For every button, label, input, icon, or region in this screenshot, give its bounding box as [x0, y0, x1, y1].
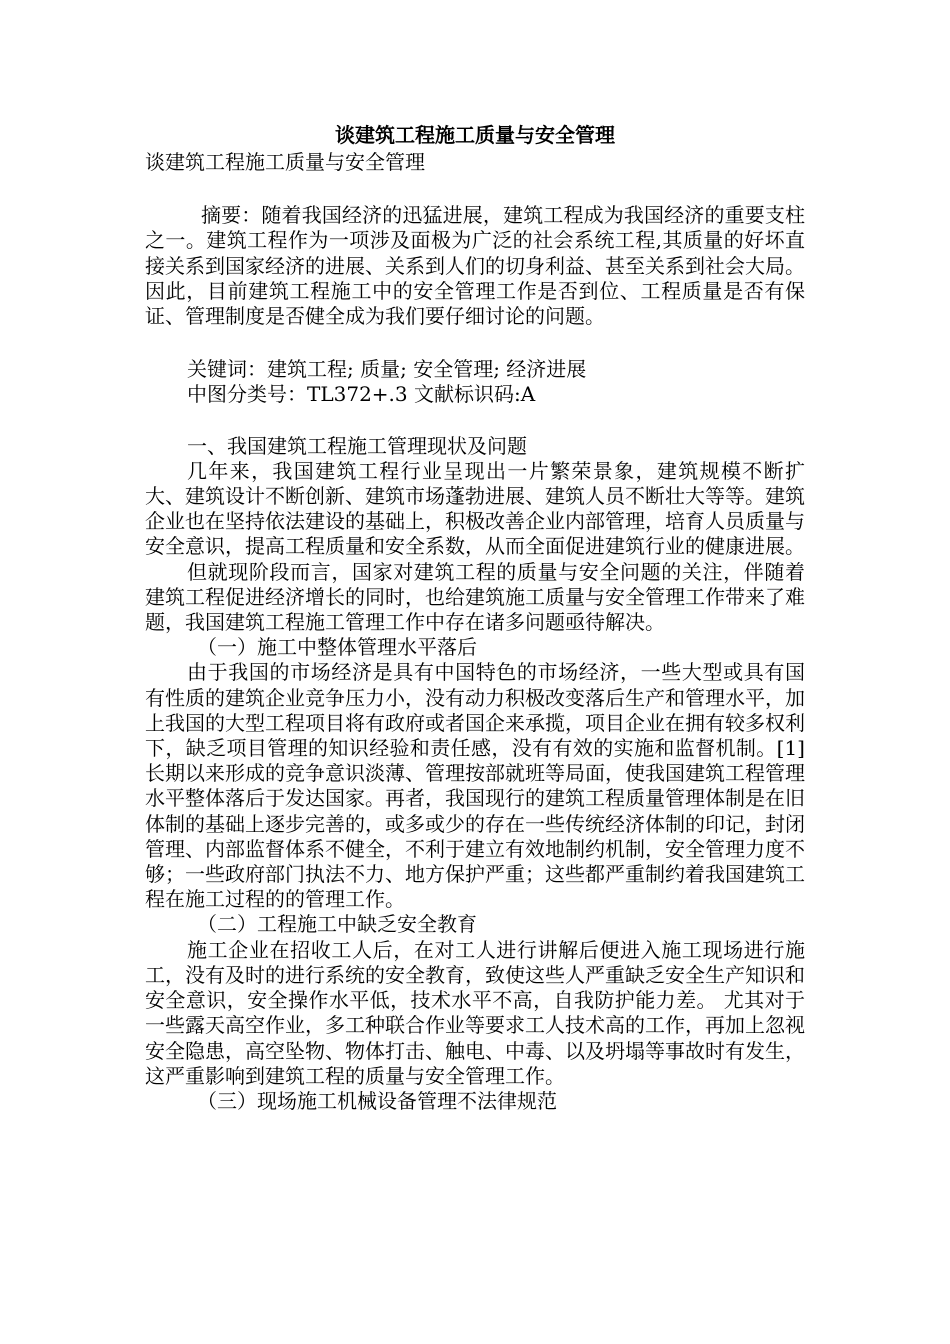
spacer	[145, 408, 805, 434]
document-subtitle: 谈建筑工程施工质量与安全管理	[145, 150, 425, 174]
classification-line: 中图分类号：TL372+.3 文献标识码:A	[187, 382, 536, 407]
spacer	[145, 175, 805, 203]
document-title: 谈建筑工程施工质量与安全管理	[335, 123, 615, 147]
abstract-paragraph: 摘要：随着我国经济的迅猛进展，建筑工程成为我国经济的重要支柱之一。建筑工程作为一项涉及面极为广泛的社会系统工程,其质量的好坏直接关系到国家经济的进展、关系到人们的切身利益、甚至关系到社会大局。因此，目前建筑工程施工中的安全管理工作是否到位、工程质量是否有保证、管理制度是否健全成为我们要仔细讨论的问题。	[145, 203, 805, 329]
subsection2-paragraph: 施工企业在招收工人后，在对工人进行讲解后便进入施工现场进行施工，没有及时的进行系统的安全教育，致使这些人严重缺乏安全生产知识和安全意识，安全操作水平低，技术水平不高，自我防护能力差。 尤其对于一些露天高空作业，多工种联合作业等要求工人技术高的工作，再加上忽视安全隐患，高空坠物、物体打击、触电、中毒、以及坍塌等事故时有发生，这严重影响到建筑工程的质量与安全管理工作。	[145, 937, 805, 1088]
subsection-heading-3: （三）现场施工机械设备管理不法律规范	[197, 1088, 557, 1113]
subsection1-paragraph: 由于我国的市场经济是具有中国特色的市场经济，一些大型或具有国有性质的建筑企业竞争压力小，没有动力积极改变落后生产和管理水平，加上我国的大型工程项目将有政府或者国企来承揽，项目企业在拥有较多权利下，缺乏项目管理的知识经验和责任感，没有有效的实施和监督机制。[1]长期以来形成的竞争意识淡薄、管理按部就班等局面，使我国建筑工程管理水平整体落后于发达国家。再者，我国现行的建筑工程质量管理体制是在旧体制的基础上逐步完善的，或多或少的存在一些传统经济体制的印记，封闭管理、内部监督体系不健全，不利于建立有效地制约机制，安全管理力度不够；一些政府部门执法不力、地方保护严重；这些都严重制约着我国建筑工程在施工过程的的管理工作。	[145, 660, 805, 912]
document-page	[145, 120, 805, 1114]
spacer	[145, 329, 805, 357]
section1-paragraph-2: 但就现阶段而言，国家对建筑工程的质量与安全问题的关注，伴随着建筑工程促进经济增长的同时，也给建筑施工质量与安全管理工作带来了难题，我国建筑工程施工管理工作中存在诸多问题亟待解决。	[145, 559, 805, 635]
subsection-heading-1: （一）施工中整体管理水平落后	[197, 635, 477, 660]
keywords-line: 关键词：建筑工程; 质量; 安全管理; 经济进展	[187, 357, 587, 382]
section1-paragraph-1: 几年来，我国建筑工程行业呈现出一片繁荣景象，建筑规模不断扩大、建筑设计不断创新、建筑市场蓬勃进展、建筑人员不断壮大等等。建筑企业也在坚持依法建设的基础上，积极改善企业内部管理，培育人员质量与安全意识，提高工程质量和安全系数，从而全面促进建筑行业的健康进展。	[145, 458, 805, 559]
subsection-heading-2: （二）工程施工中缺乏安全教育	[197, 912, 477, 937]
section-heading-1: 一、我国建筑工程施工管理现状及问题	[187, 433, 527, 458]
